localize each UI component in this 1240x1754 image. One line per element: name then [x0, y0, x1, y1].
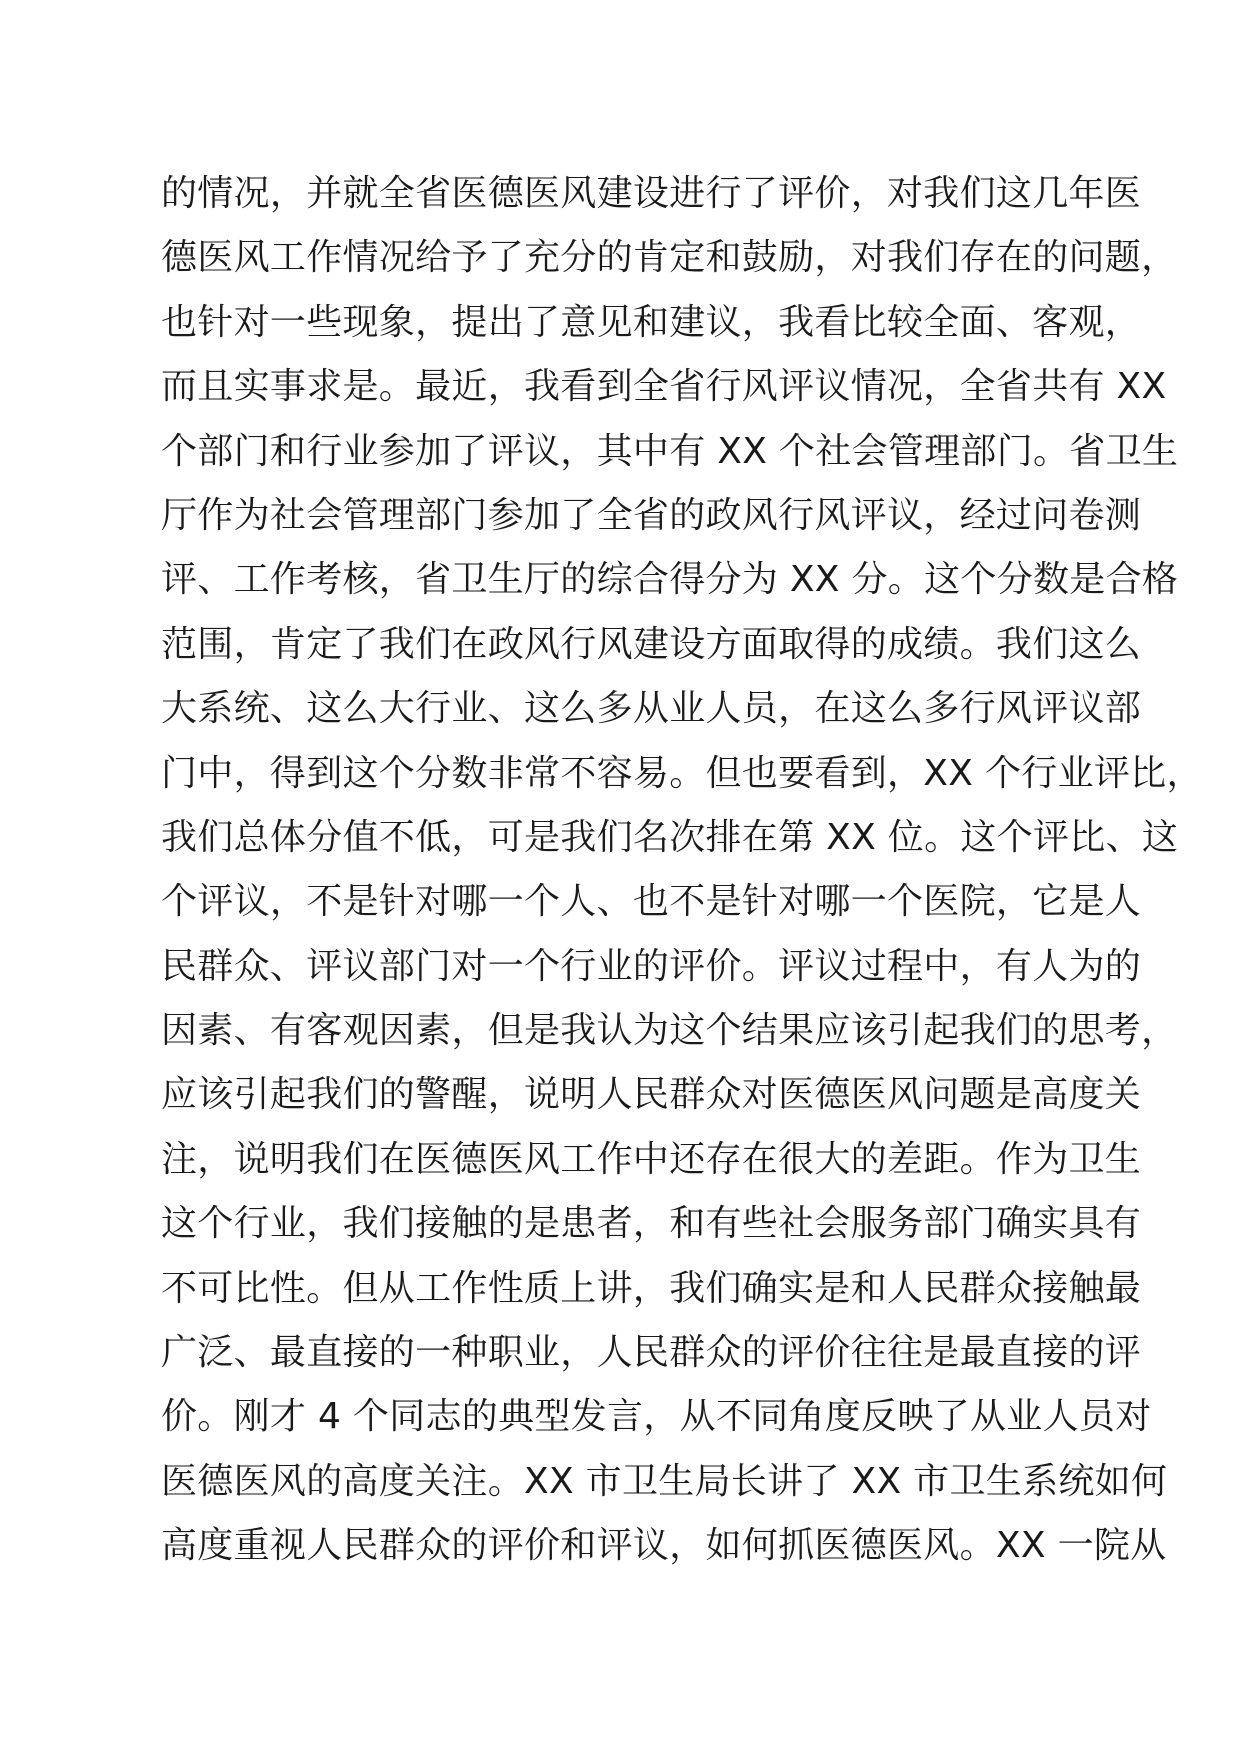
text-line: 大系统、这么大行业、这么多从业人员，在这么多行风评议部	[161, 688, 1142, 730]
text-line: 高度重视人民群众的评价和评议，如何抓医德医风。XX 一院从	[161, 1525, 1167, 1567]
text-line: 厅作为社会管理部门参加了全省的政风行风评议，经过问卷测	[161, 494, 1142, 536]
text-line: 应该引起我们的警醒，说明人民群众对医德医风问题是高度关	[161, 1074, 1142, 1116]
text-line: 个评议，不是针对哪一个人、也不是针对哪一个医院，它是人	[161, 881, 1142, 923]
text-line: 价。刚才 4 个同志的典型发言，从不同角度反映了从业人员对	[161, 1396, 1152, 1438]
text-line: 这个行业，我们接触的是患者，和有些社会服务部门确实具有	[161, 1203, 1142, 1245]
body-text	[161, 162, 1203, 1579]
text-line: 民群众、评议部门对一个行业的评价。评议过程中，有人为的	[161, 945, 1142, 987]
text-line: 的情况，并就全省医德医风建设进行了评价，对我们这几年医	[161, 173, 1142, 214]
text-line: 评、工作考核，省卫生厅的综合得分为 XX 分。这个分数是合格	[161, 559, 1179, 601]
text-line: 注，说明我们在医德医风工作中还存在很大的差距。作为卫生	[161, 1138, 1142, 1180]
text-line: 门中，得到这个分数非常不容易。但也要看到，XX 个行业评比，	[161, 752, 1203, 794]
text-line: 广泛、最直接的一种职业，人民群众的评价往往是最直接的评	[161, 1332, 1142, 1374]
text-line: 不可比性。但从工作性质上讲，我们确实是和人民群众接触最	[161, 1267, 1142, 1309]
text-line: 医德医风的高度关注。XX 市卫生局长讲了 XX 市卫生系统如何	[161, 1460, 1168, 1502]
text-line: 我们总体分值不低，可是我们名次排在第 XX 位。这个评比、这	[161, 816, 1179, 858]
text-line: 个部门和行业参加了评议，其中有 XX 个社会管理部门。省卫生	[161, 430, 1179, 472]
text-line: 范围，肯定了我们在政风行风建设方面取得的成绩。我们这么	[161, 623, 1142, 665]
text-line: 德医风工作情况给予了充分的肯定和鼓励，对我们存在的问题，	[161, 237, 1178, 279]
text-line: 因素、有客观因素，但是我认为这个结果应该引起我们的思考，	[161, 1010, 1178, 1052]
text-line: 而且实事求是。最近，我看到全省行风评议情况，全省共有 XX	[161, 366, 1167, 408]
text-line: 也针对一些现象，提出了意见和建议，我看比较全面、客观，	[161, 301, 1142, 343]
